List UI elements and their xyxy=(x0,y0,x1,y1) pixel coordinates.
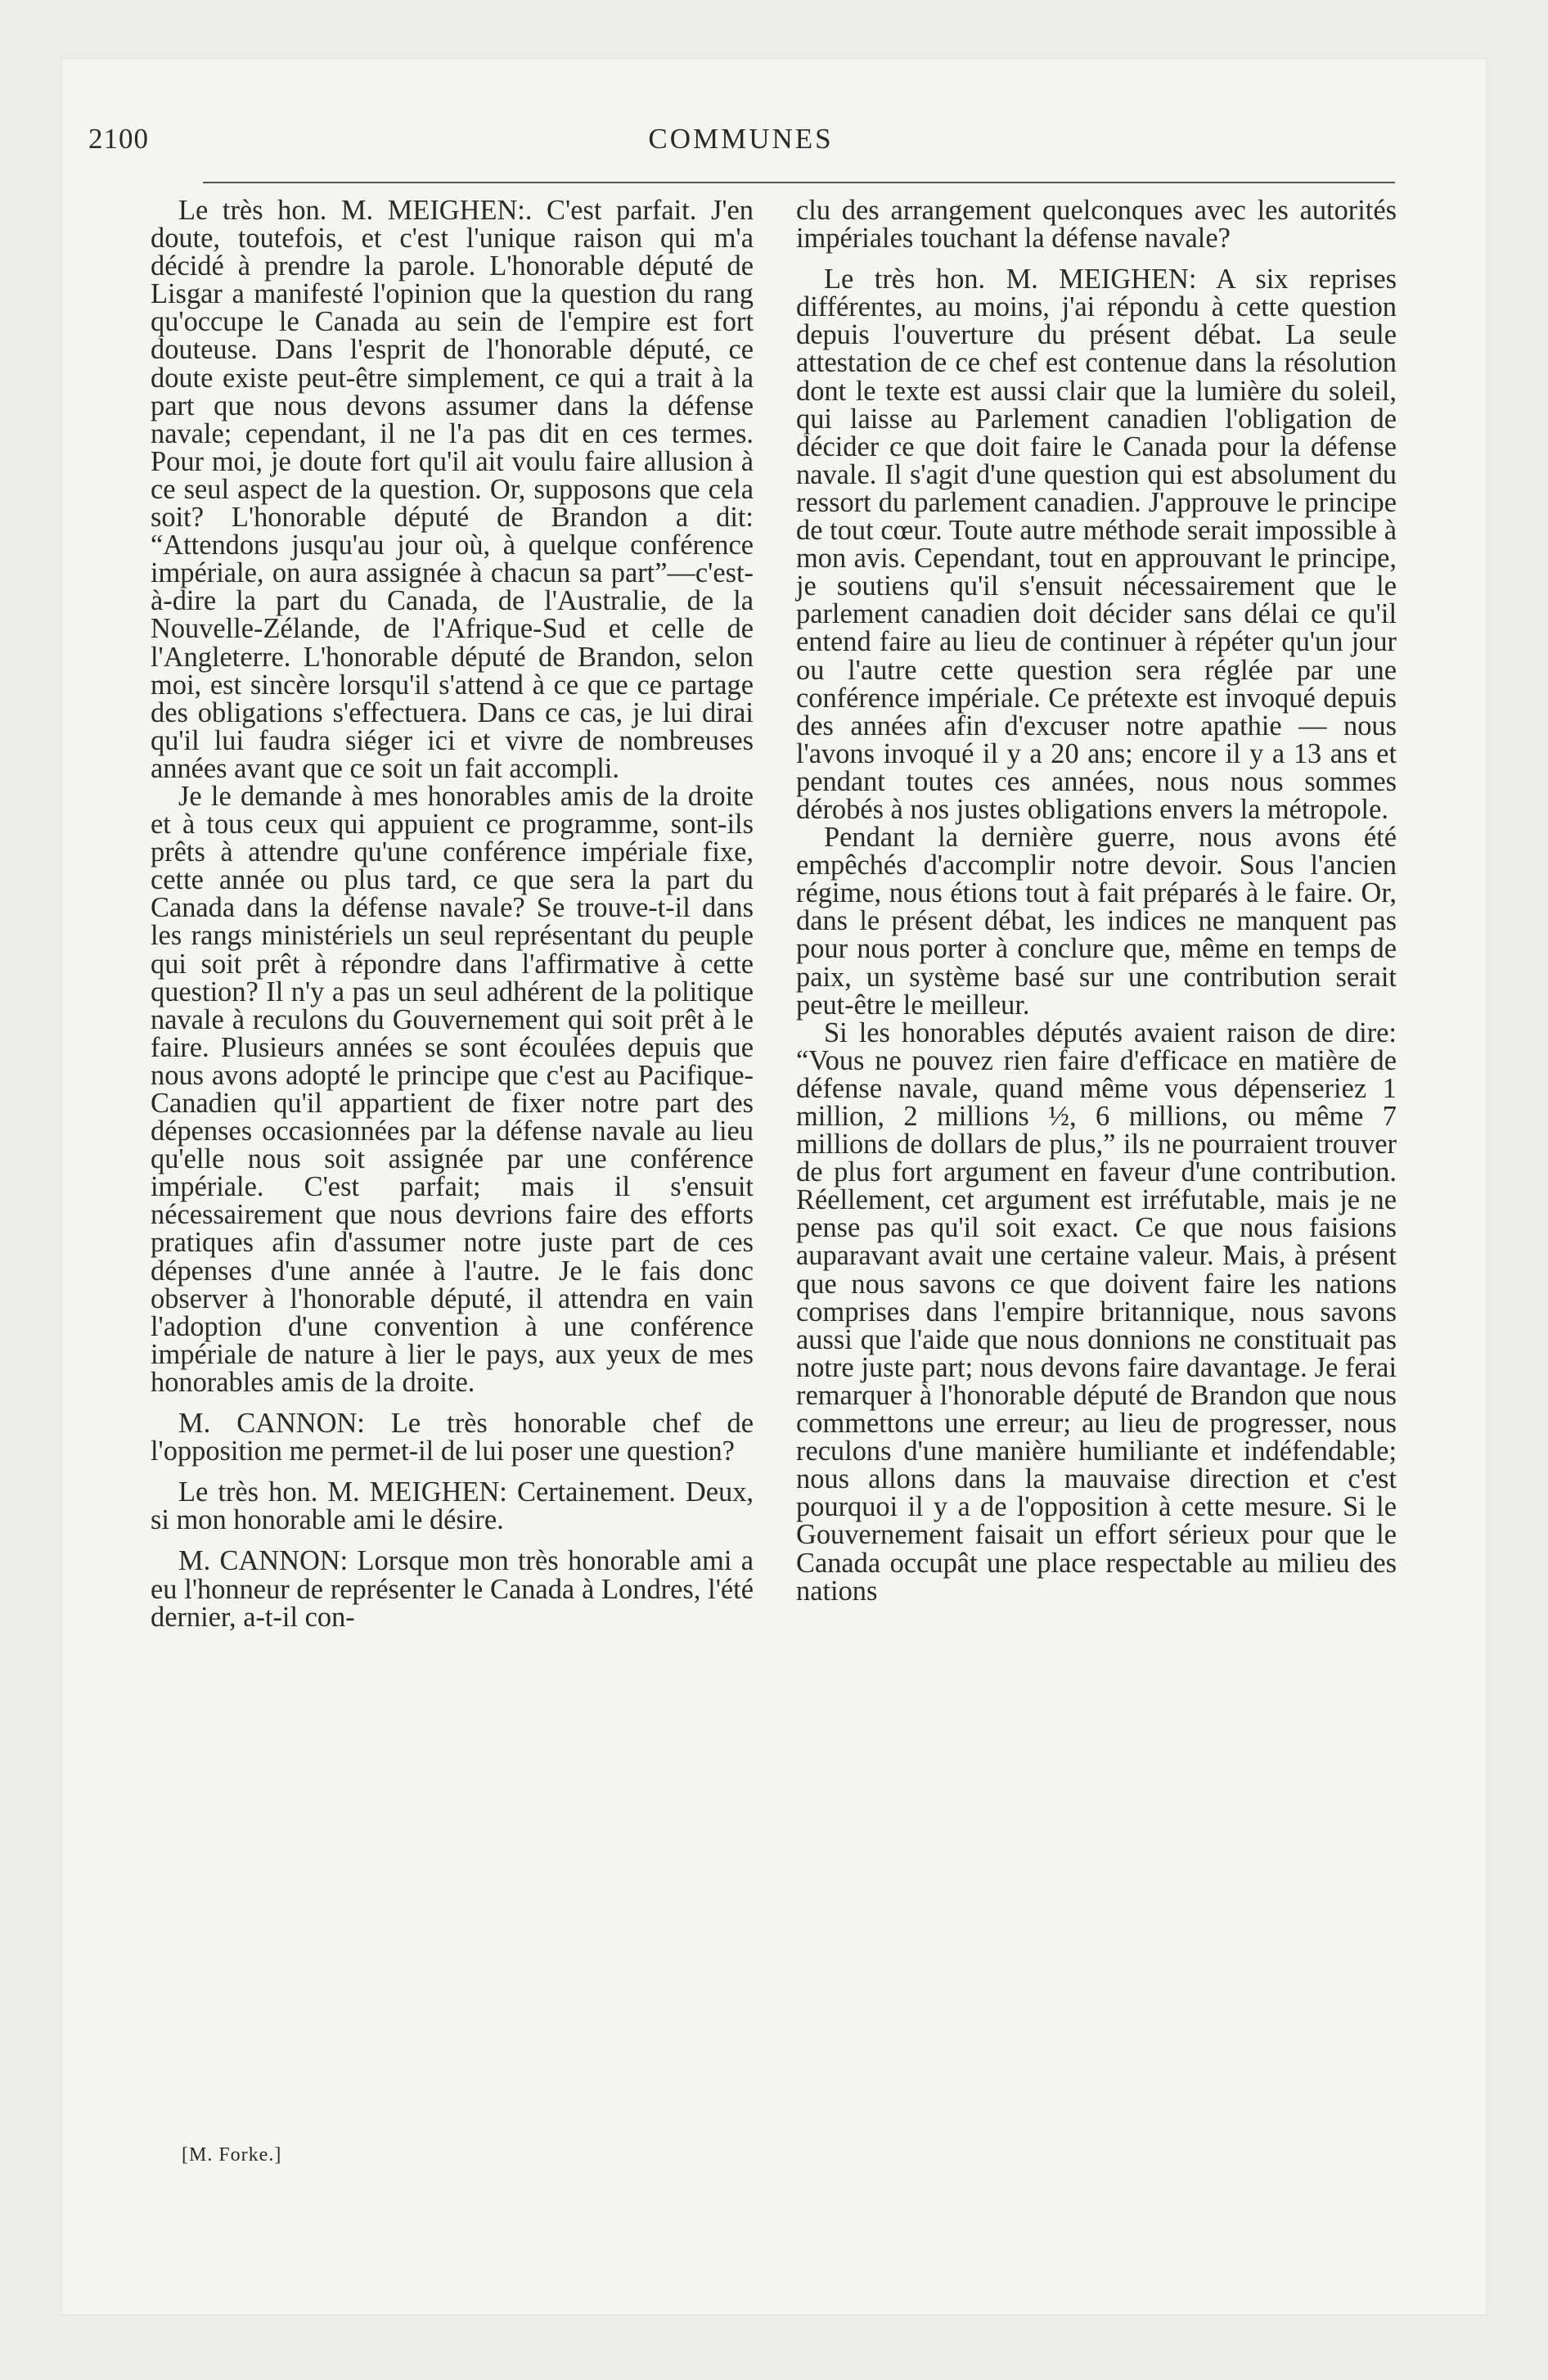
paragraph: M. CANNON: Le très honorable chef de l'opposition me permet-il de lui poser une question? xyxy=(151,1408,754,1467)
paragraph: Je le demande à mes honorables amis de la droite et à tous ceux qui appuient ce programme, sont-ils prêts à attendre qu'une conférence impériale fixe, cette année ou plus tard, ce que sera la part du Canada dans la défense navale? Se trouve-t-il dans les rangs ministériels un seul représentant du peuple qui soit prêt à répondre dans l'affirmative à cette question? Il n'y a pas un seul adhérent de la politique navale à reculons du Gouvernement qui soit prêt à le faire. Plusieurs années se sont écoulées depuis que nous avons adopté le principe que c'est au Pacifique-Canadien qu'il appartient de fixer notre part des dépenses occasionnées par la défense navale au lieu qu'elle nous soit assignée par une conférence impériale. C'est parfait; mais il s'ensuit nécessairement que nous devrions faire des efforts pratiques afin d'assumer notre juste part de ces dépenses d'une année à l'autre. Je le fais donc observer à l'honorable député, il attendra en vain l'adoption d'une convention à une conférence impériale de nature à lier le pays, aux yeux de mes honorables amis de la droite. xyxy=(151,780,754,1398)
paragraph: Le très hon. M. MEIGHEN: Certainement. Deux, si mon honorable ami le désire. xyxy=(151,1476,754,1536)
running-head: COMMUNES xyxy=(648,123,834,155)
header-rule xyxy=(203,182,1395,183)
left-column xyxy=(151,196,754,1631)
paragraph: Le très hon. M. MEIGHEN: A six reprises différentes, au moins, j'ai répondu à cette question depuis l'ouverture du présent débat. La seule attestation de ce chef est contenue dans la résolution dont le texte est aussi clair que la lumière du soleil, qui laisse au Parlement canadien l'obligation de décider ce que doit faire le Canada pour la défense navale. Il s'agit d'une question qui est absolument du ressort du parlement canadien. J'approuve le principe de tout cœur. Toute autre méthode serait impossible à mon avis. Cependant, tout en approuvant le principe, je soutiens qu'il s'ensuit nécessairement que le parlement canadien doit décider sans délai ce qu'il entend faire au lieu de continuer à répéter qu'un jour ou l'autre cette question sera réglée par une conférence impériale. Ce prétexte est invoqué depuis des années afin d'excuser notre apathie — nous l'avons invoqué il y a 20 ans; encore il y a 13 ans et pendant toutes ces années, nous nous sommes dérobés à nos justes obligations envers la métropole. xyxy=(796,264,1397,825)
paragraph: Pendant la dernière guerre, nous avons été empêchés d'accomplir notre devoir. Sous l'ancien régime, nous étions tout à fait préparés à le faire. Or, dans le présent débat, les indices ne manquent pas pour nous porter à conclure que, même en temps de paix, un système basé sur une contribution serait peut-être le meilleur. xyxy=(796,822,1397,1021)
paragraph: Le très hon. M. MEIGHEN:. C'est parfait. J'en doute, toutefois, et c'est l'unique raison qui m'a décidé à prendre la parole. L'honorable député de Lisgar a manifesté l'opinion que la question du rang qu'occupe le Canada au sein de l'empire est fort douteuse. Dans l'esprit de l'honorable député, ce doute existe peut-être simplement, ce qui a trait à la part que nous devons assumer dans la défense navale; cependant, il ne l'a pas dit en ces termes. Pour moi, je doute fort qu'il ait voulu faire allusion à ce seul aspect de la question. Or, supposons que cela soit? L'honorable député de Brandon a dit: “Attendons jusqu'au jour où, à quelque conférence impériale, on aura assignée à chacun sa part”—c'est-à-dire la part du Canada, de l'Australie, de la Nouvelle-Zélande, de l'Afrique-Sud et celle de l'Angleterre. L'honorable député de Brandon, selon moi, est sincère lorsqu'il s'attend à ce que ce partage des obligations s'effectuera. Dans ce cas, je lui dirai qu'il lui faudra siéger ici et vivre de nombreuses années avant que ce soit un fait accompli. xyxy=(151,195,754,784)
page-number: 2100 xyxy=(88,123,149,155)
speaker-footnote: [M. Forke.] xyxy=(182,2144,282,2166)
page-header xyxy=(88,123,1393,169)
paragraph: clu des arrangement quelconques avec les autorités impériales touchant la défense navale? xyxy=(796,195,1397,255)
paragraph: Si les honorables députés avaient raison de dire: “Vous ne pouvez rien faire d'efficace en matière de défense navale, quand même vous dépenseriez 1 million, 2 millions ½, 6 millions, ou même 7 millions de dollars de plus,” ils ne pourraient trouver de plus fort argument en faveur d'une contribution. Réellement, cet argument est irréfutable, mais je ne pense pas qu'il soit exact. Ce que nous faisions auparavant avait une certaine valeur. Mais, à présent que nous savons ce que doivent faire les nations comprises dans l'empire britannique, nous savons aussi que l'aide que nous donnions ne constituait pas notre juste part; nous devons faire davantage. Je ferai remarquer à l'honorable député de Brandon que nous commettons une erreur; au lieu de progresser, nous reculons d'une manière humiliante et indéfendable; nous allons dans la mauvaise direction et c'est pourquoi il y a de l'opposition à cette mesure. Si le Gouvernement faisait un effort sérieux pour que le Canada occupât une place respectable au milieu des nations xyxy=(796,1016,1397,1607)
right-column xyxy=(796,196,1397,1605)
paragraph: M. CANNON: Lorsque mon très honorable ami a eu l'honneur de représenter le Canada à Londres, l'été dernier, a-t-il con- xyxy=(151,1545,754,1633)
